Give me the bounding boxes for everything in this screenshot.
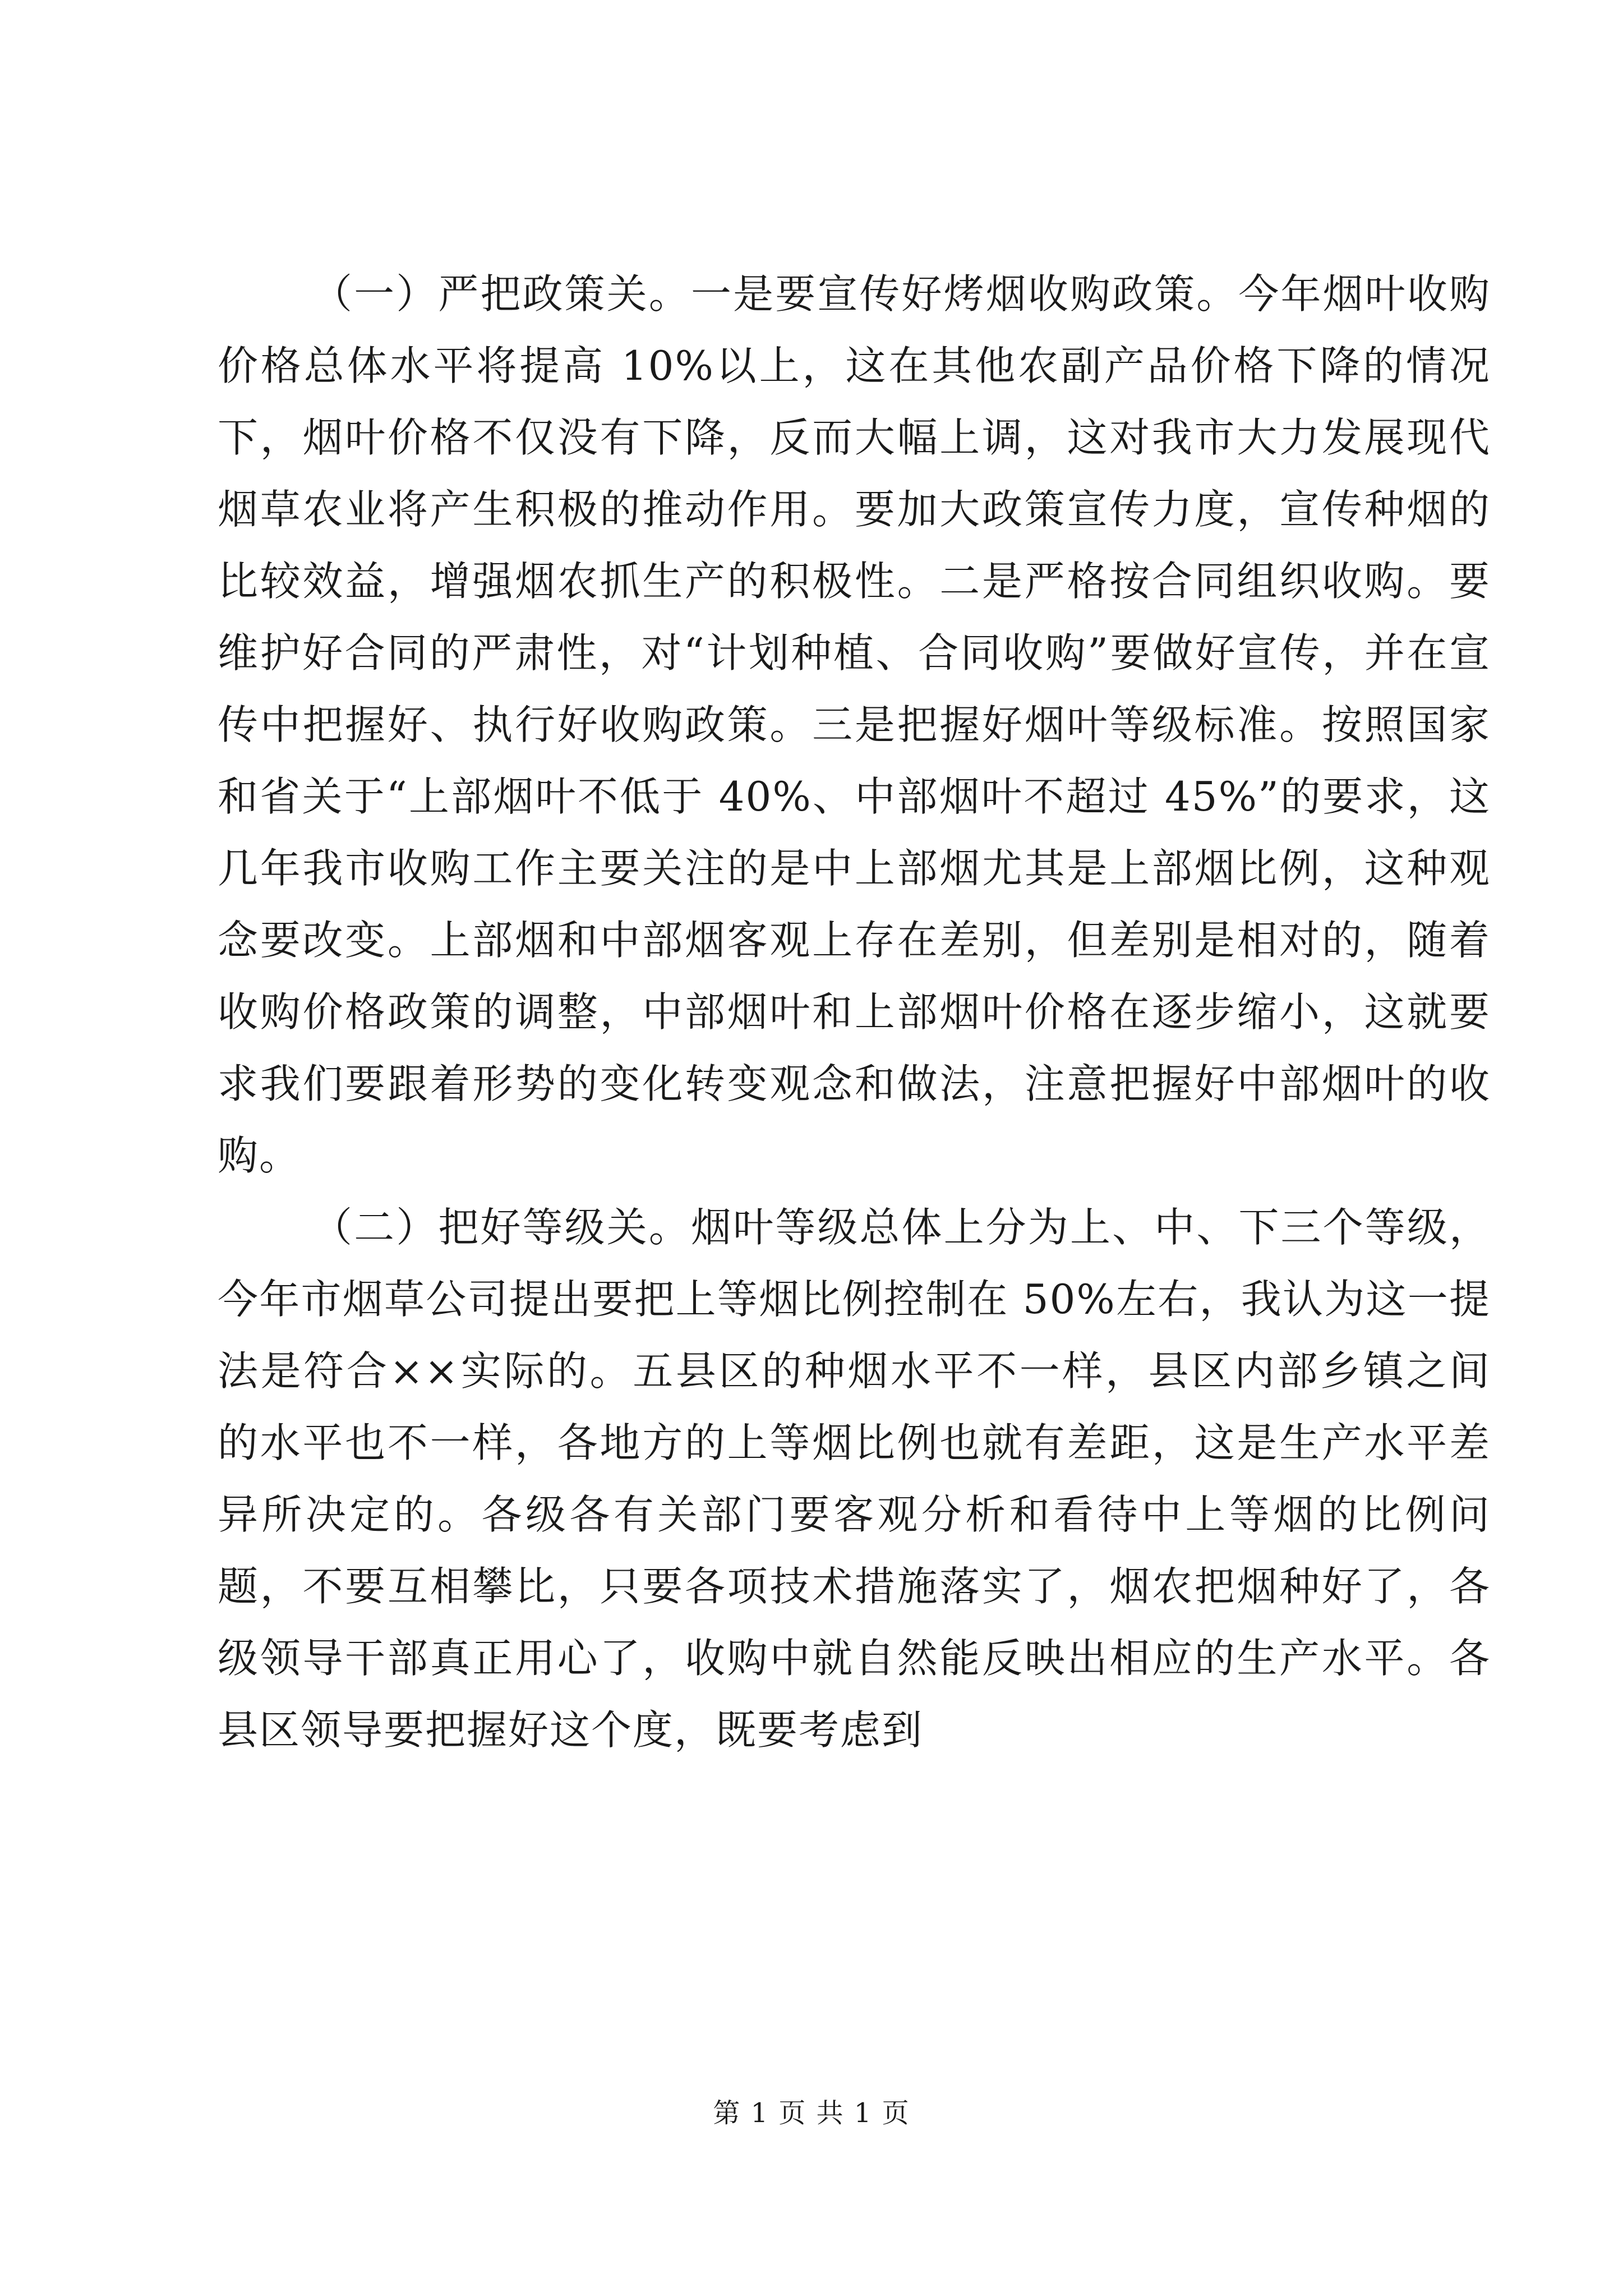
page-footer: 第 1 页 共 1 页 [713,2097,910,2129]
paragraph-policy: （一）严把政策关。一是要宣传好烤烟收购政策。今年烟叶收购价格总体水平将提高 10%以上，这在其他农副产品价格下降的情况下，烟叶价格不仅没有下降，反而大幅上调，这对我市大力发展现代烟草农业将产生积极的推动作用。要加大政策宣传力度，宣传种烟的比较效益，增强烟农抓生产的积极性。二是严格按合同组织收购。要维护好合同的严肃性，对“计划种植、合同收购”要做好宣传，并在宣传中把握好、执行好收购政策。三是把握好烟叶等级标准。按照国家和省关于“上部烟叶不低于 40%、中部烟叶不超过 45%”的要求，这几年我市收购工作主要关注的是中上部烟尤其是上部烟比例，这种观念要改变。上部烟和中部烟客观上存在差别，但差别是相对的，随着收购价格政策的调整，中部烟叶和上部烟叶价格在逐步缩小，这就要求我们要跟着形势的变化转变观念和做法，注意把握好中部烟叶的收购。 [218,270,1491,1179]
paragraph-grade: （二）把好等级关。烟叶等级总体上分为上、中、下三个等级，今年市烟草公司提出要把上等烟比例控制在 50%左右，我认为这一提法是符合××实际的。五县区的种烟水平不一样，县区内部乡镇之间的水平也不一样，各地方的上等烟比例也就有差距，这是生产水平差异所决定的。各级各有关部门要客观分析和看待中上等烟的比例问题，不要互相攀比，只要各项技术措施落实了，烟农把烟种好了，各级领导干部真正用心了，收购中就自然能反映出相应的生产水平。各县区领导要把握好这个度，既要考虑到 [218,1204,1491,1754]
document-body [218,258,1491,1766]
